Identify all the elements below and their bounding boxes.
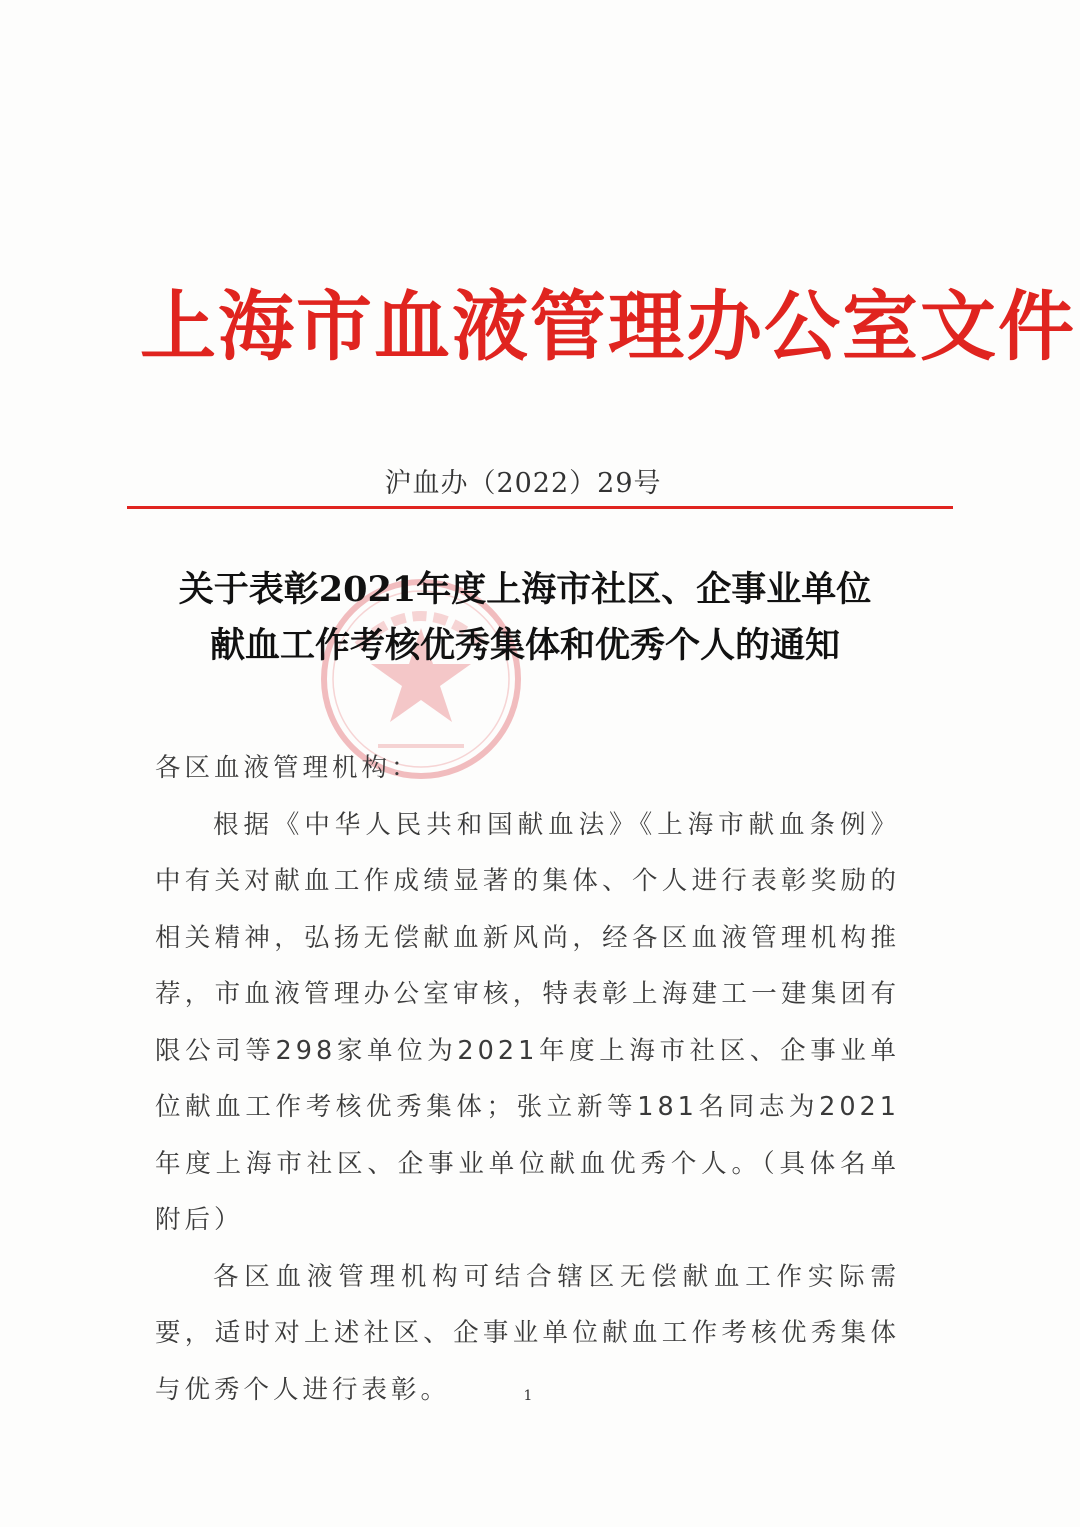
masthead-title: 上海市血液管理办公室文件 <box>140 282 1076 371</box>
notice-title-line-2: 献血工作考核优秀集体和优秀个人的通知 <box>209 625 840 666</box>
page-number: 1 <box>523 1388 533 1404</box>
salutation: 各区血液管理机构： <box>155 753 421 783</box>
document-number: 沪血办（2022）29号 <box>384 468 662 499</box>
notice-title <box>120 562 930 674</box>
body-paragraph-1: 根据《中华人民共和国献血法》《上海市献血条例》中有关对献血工作成绩显著的集体、个人进行表彰奖励的相关精神，弘扬无偿献血新风尚，经各区血液管理机构推荐，市血液管理办公室审核，特表彰上海建工一建集团有限公司等298家单位为2021年度上海市社区、企事业单位献血工作考核优秀集体；张立新等181名同志为2021年度上海市社区、企事业单位献血优秀个人。（具体名单附后） <box>155 809 900 1235</box>
notice-body <box>155 740 900 1418</box>
notice-title-line-1: 关于表彰2021年度上海市社区、企事业单位 <box>178 569 872 610</box>
body-paragraph-2: 各区血液管理机构可结合辖区无偿献血工作实际需要，适时对上述社区、企事业单位献血工作考核优秀集体与优秀个人进行表彰。 <box>155 1261 900 1405</box>
red-divider-line <box>127 506 953 509</box>
